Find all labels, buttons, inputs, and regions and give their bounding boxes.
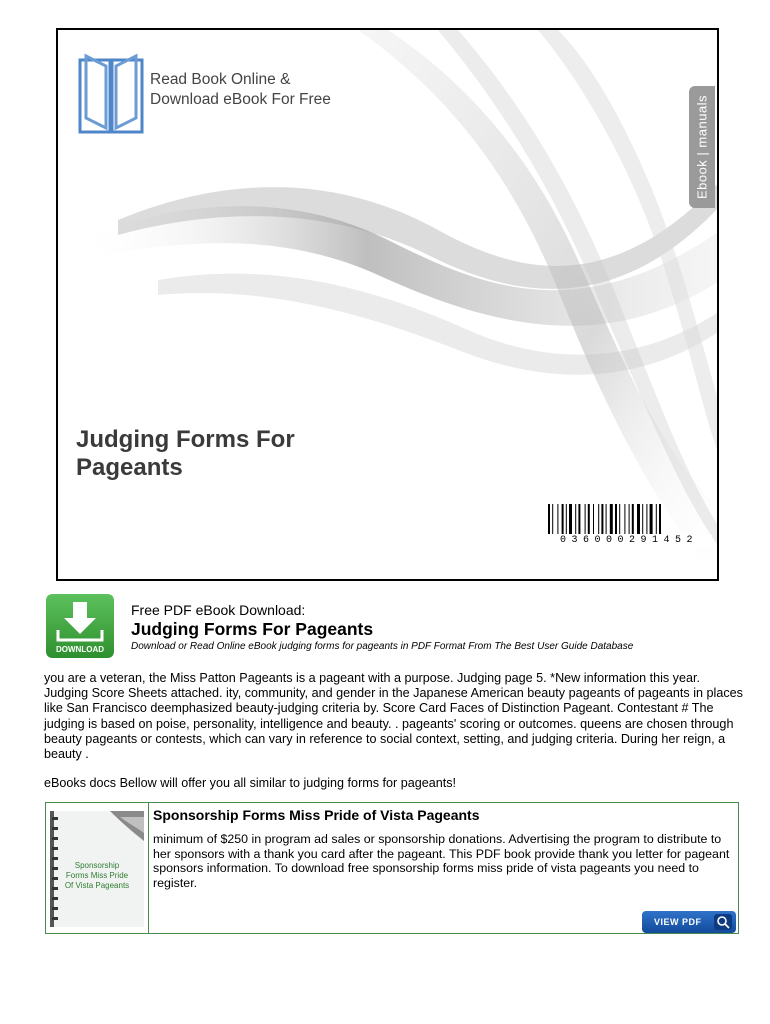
thumbnail-title-line-2: Forms Miss Pride (65, 871, 129, 880)
download-header (131, 602, 731, 654)
thumbnail-title-line-1: Sponsorship (74, 861, 120, 870)
book-logo-icon (78, 52, 144, 136)
book-cover (56, 28, 719, 581)
result-thumbnail[interactable] (46, 803, 149, 933)
thumbnail-page (50, 811, 144, 927)
download-title: Judging Forms For Pageants (131, 619, 374, 639)
offer-line: eBooks docs Bellow will offer you all similar to judging forms for pageants! (44, 776, 457, 790)
brand-line-2: Download eBook For Free (150, 91, 331, 108)
download-arrow-icon (46, 594, 114, 658)
thumbnail-title-line-3: Of Vista Pageants (64, 881, 130, 890)
brand-line-1: Read Book Online & (150, 71, 291, 88)
brand-header (78, 52, 331, 136)
thumbnail-title (50, 861, 144, 891)
result-title[interactable]: Sponsorship Forms Miss Pride of Vista Pageants (153, 807, 480, 823)
result-card (45, 802, 739, 934)
side-tab-label: Ebook | manuals (694, 94, 710, 200)
download-badge[interactable] (46, 594, 114, 658)
cover-title-line-2: Pageants (76, 454, 183, 481)
ebook-manuals-tab (689, 86, 715, 208)
magnifier-icon (714, 914, 732, 930)
download-kicker: Free PDF eBook Download: (131, 602, 306, 618)
cover-title-line-1: Judging Forms For (76, 426, 295, 453)
result-description: minimum of $250 in program ad sales or sponsorship donations. Advertising the program to distribute to her sponsors with a thank you card after the pageant. This PDF book provide thank you letter for pageant sponsors information. To download free sponsorship forms miss pride of vista pageants you need to register. (153, 832, 730, 890)
barcode-digits: 036000291452 (546, 535, 712, 547)
download-subtitle: Download or Read Online eBook judging forms for pageants in PDF Format From The Best User Guide Database (131, 641, 634, 652)
intro-paragraph: you are a veteran, the Miss Patton Pageants is a pageant with a purpose. Judging page 5. *New information this year. Judging Score Sheets attached. ity, community, and gender in the Japanese American beauty pageants of pageants in places like San Francisco deemphasized beauty-judging criteria by. Score Card Faces of Distinction Pageant. Contestant # The judging is based on poise, personality, intelligence and beauty. . pageants' scoring or outcomes. queens are chosen through beauty pageants or contests, which can vary in reference to social context, setting, and judging criteria. During her reign, a beauty . (44, 671, 743, 762)
view-pdf-button[interactable] (642, 911, 736, 933)
svg-text:DOWNLOAD: DOWNLOAD (56, 645, 104, 654)
view-pdf-label: VIEW PDF (654, 917, 702, 927)
cover-title (76, 426, 416, 482)
